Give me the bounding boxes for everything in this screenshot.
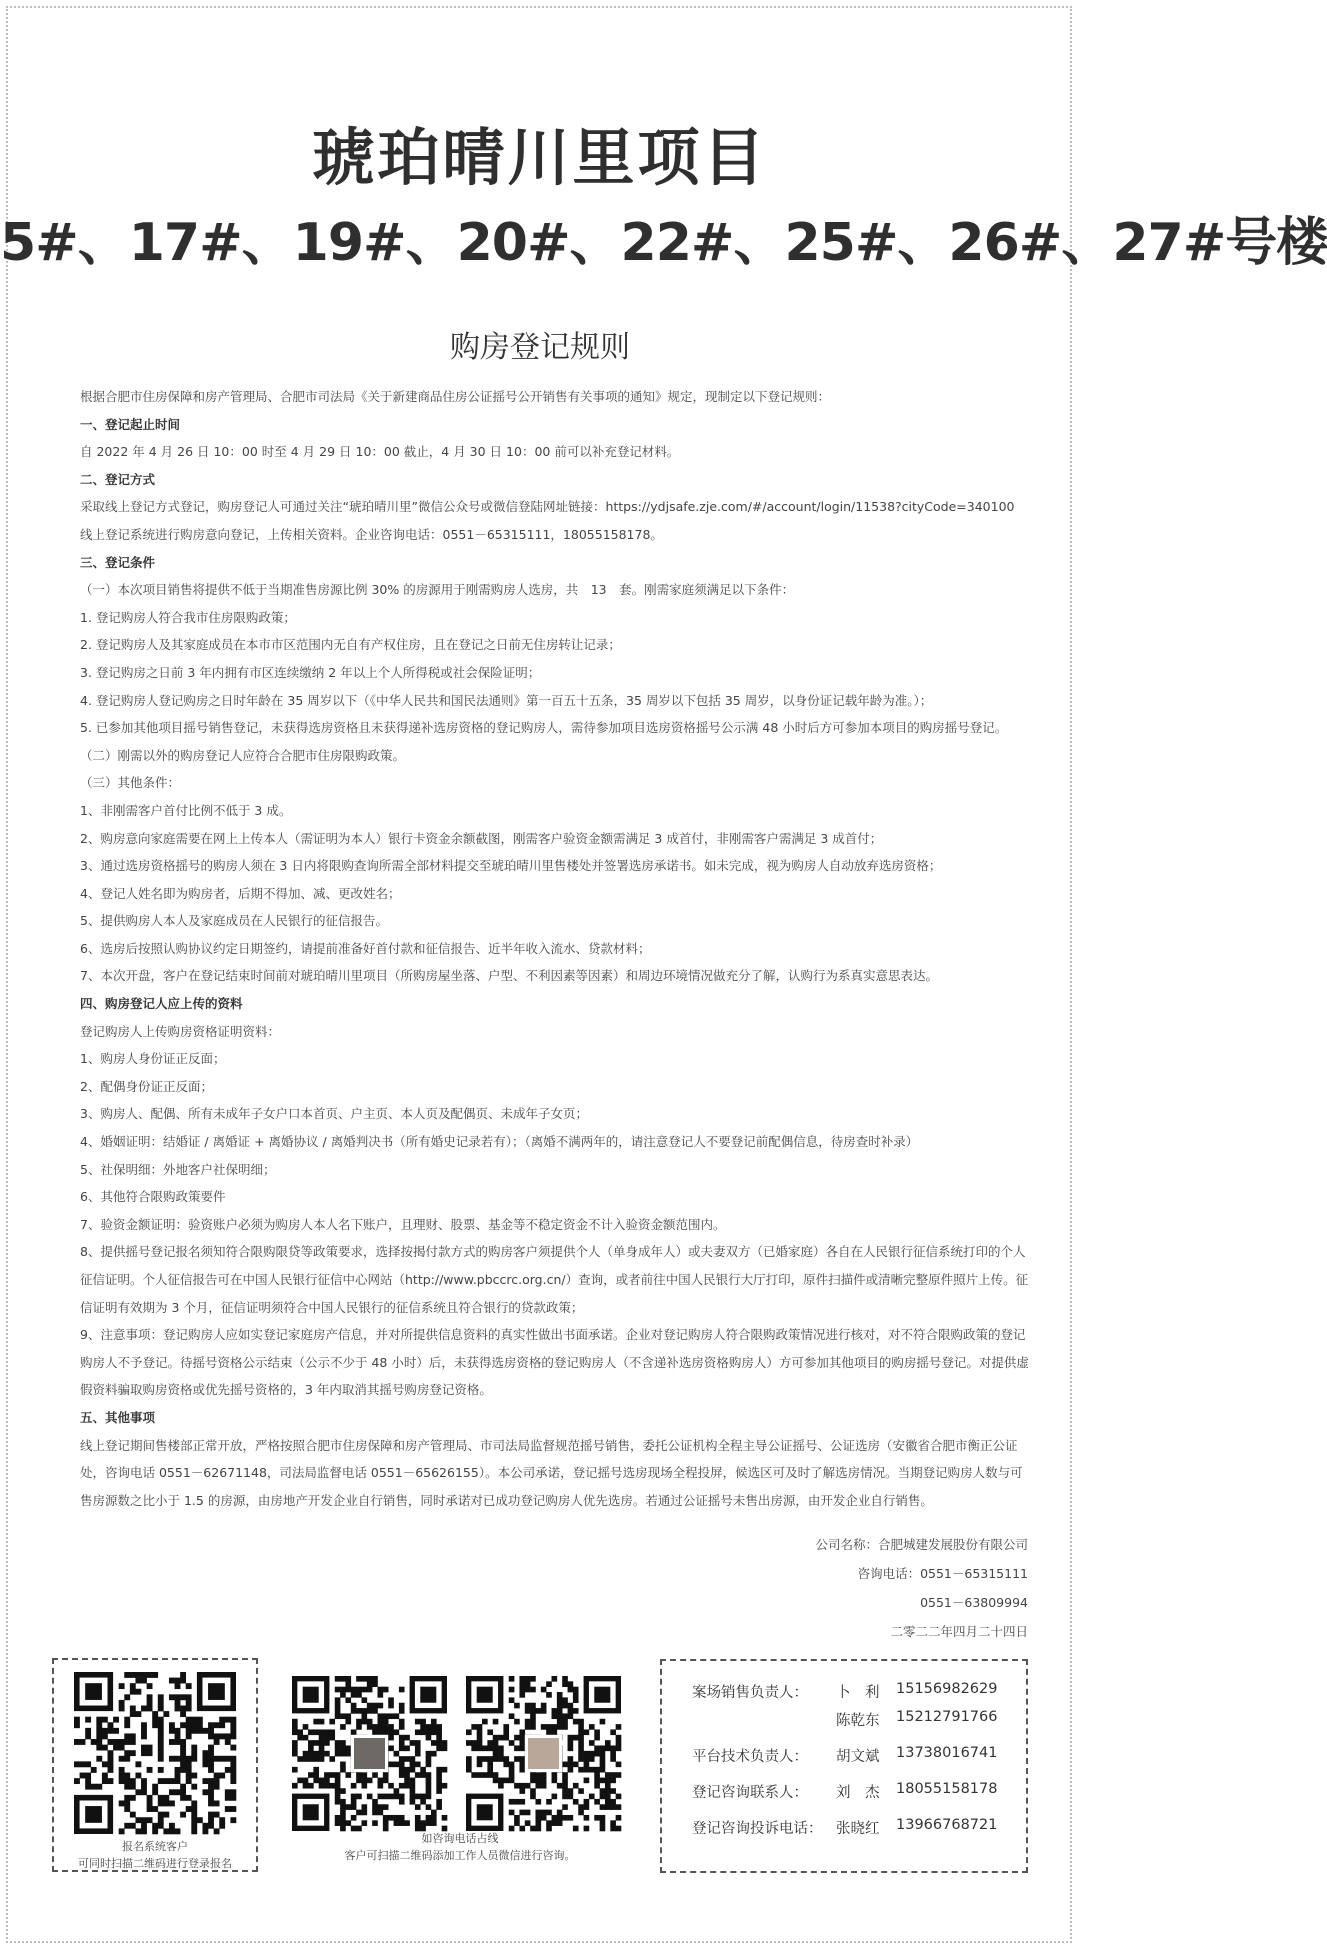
rule-paragraph: 5、社保明细：外地客户社保明细； xyxy=(80,1161,276,1177)
rule-paragraph: 4. 登记购房人登记购房之日时年龄在 35 周岁以下（《中华人民共和国民法通则》第一百五十五条，35 周岁以下包括 35 周岁，以身份证记载年龄为准。）； xyxy=(80,692,933,708)
project-title: 琥珀晴川里项目 xyxy=(312,121,768,194)
rule-paragraph: 6、选房后按照认购协议约定日期签约，请提前准备好首付款和征信报告、近半年收入流水、贷款材料； xyxy=(80,940,651,956)
rule-paragraph: 4、婚姻证明：结婚证 / 离婚证 + 离婚协议 / 离婚判决书（所有婚史记录若有）；（离婚不满两年的，请注意登记人不要登记前配偶信息，待房查时补录） xyxy=(80,1134,919,1150)
rule-paragraph: 6、其他符合限购政策要件 xyxy=(80,1189,226,1205)
rule-paragraph: 5、提供购房人本人及家庭成员在人民银行的征信报告。 xyxy=(80,913,388,929)
building-numbers: 5#、17#、19#、20#、22#、25#、26#、27#号楼 xyxy=(0,213,1327,273)
rule-paragraph: （三）其他条件： xyxy=(80,775,181,791)
contact-phone[interactable]: 18055158178 xyxy=(896,1781,998,1797)
rule-paragraph: 1、非刚需客户首付比例不低于 3 成。 xyxy=(80,802,292,818)
contact-row xyxy=(692,1681,1022,1707)
section-heading: 四、购房登记人应上传的资料 xyxy=(80,996,243,1012)
section-heading: 五、其他事项 xyxy=(80,1409,156,1425)
rule-paragraph: 2. 登记购房人及其家庭成员在本市市区范围内无自有产权住房，且在登记之日前无住房转让记录； xyxy=(80,637,621,653)
company-phone-2: 0551－63809994 xyxy=(920,1595,1028,1610)
contact-person: 卜 利 xyxy=(836,1685,880,1701)
contact-row xyxy=(692,1745,1022,1771)
registration-caption-1: 报名系统客户 xyxy=(122,1840,188,1853)
rule-paragraph: 4、登记人姓名即为购房者，后期不得加、减、更改姓名； xyxy=(80,885,401,901)
contact-role: 登记咨询联系人： xyxy=(692,1785,808,1801)
rule-paragraph: 1、购房人身份证正反面； xyxy=(80,1051,226,1067)
contact-row xyxy=(692,1709,1022,1735)
qr-code-icon xyxy=(292,1676,447,1831)
staff-wechat-qr-2[interactable] xyxy=(466,1676,621,1831)
rule-paragraph: 采取线上登记方式登记，购房登记人可通过关注“琥珀晴川里”微信公众号或微信登陆网址链接：https://ydjsafe.zje.com/#/account/login/11538?cityCode=340100 线上登记系统进行购房意向登记，上传相关资料。企业咨询电话：0551－65315111，18055158178。 xyxy=(80,499,1015,542)
contact-phone[interactable]: 15212791766 xyxy=(896,1709,998,1725)
contact-person: 胡文斌 xyxy=(836,1749,880,1765)
contact-role: 登记咨询投诉电话： xyxy=(692,1821,823,1837)
contact-person: 张晓红 xyxy=(836,1821,880,1837)
contact-row xyxy=(692,1817,1022,1843)
qr-code-icon xyxy=(466,1676,621,1831)
registration-caption-2: 可同时扫描二维码进行登录报名 xyxy=(78,1857,232,1870)
rule-paragraph: 线上登记期间售楼部正常开放，严格按照合肥市住房保障和房产管理局、市司法局监督规范摇号销售，委托公证机构全程主导公证摇号、公证选房（安徽省合肥市衡正公证处，咨询电话 0551－62671148，司法局监督电话 0551－65626155）。本公司承诺，登记摇号选房现场全程投屏，候选区可及时了解选房情况。当期登记购房人数与可售房源数之比小于 1.5 的房源，由房地产开发企业自行销售，同时承诺对已成功登记购房人优先选房。若通过公证摇号未售出房源，由开发企业自行销售。 xyxy=(80,1437,1023,1508)
rules-body xyxy=(80,383,1030,1514)
company-name: 公司名称：合肥城建发展股份有限公司 xyxy=(815,1537,1028,1552)
contact-row xyxy=(692,1781,1022,1807)
staff-wechat-qr-1[interactable] xyxy=(292,1676,447,1831)
contact-role: 案场销售负责人： xyxy=(692,1685,808,1701)
rule-paragraph: （二）刚需以外的购房登记人应符合合肥市住房限购政策。 xyxy=(80,747,406,763)
rule-paragraph: 3. 登记购房之日前 3 年内拥有市区连续缴纳 2 年以上个人所得税或社会保险证明； xyxy=(80,664,541,680)
rule-paragraph: 1. 登记购房人符合我市住房限购政策； xyxy=(80,609,296,625)
rule-paragraph: 2、配偶身份证正反面； xyxy=(80,1078,213,1094)
company-info xyxy=(608,1530,1028,1646)
rule-paragraph: 8、提供摇号登记报名须知符合限购限贷等政策要求，选择按揭付款方式的购房客户须提供个人（单身成年人）或夫妻双方（已婚家庭）各自在人民银行征信系统打印的个人征信证明。个人征信报告可在中国人民银行征信中心网站（http://www.pbccrc.org.cn/）查询，或者前往中国人民银行大厅打印，原件扫描件或清晰完整原件照片上传。征信证明有效期为 3 个月，征信证明须符合中国人民银行的征信系统且符合银行的贷款政策； xyxy=(80,1244,1029,1315)
contact-phone[interactable]: 13738016741 xyxy=(896,1745,998,1761)
section-heading: 三、登记条件 xyxy=(80,554,156,570)
consult-caption-2: 客户可扫描二维码添加工作人员微信进行咨询。 xyxy=(344,1849,576,1862)
contact-phone[interactable]: 15156982629 xyxy=(896,1681,998,1697)
rule-paragraph: 登记购房人上传购房资格证明资料： xyxy=(80,1023,281,1039)
section-heading: 一、登记起止时间 xyxy=(80,416,181,432)
contact-person: 刘 杰 xyxy=(836,1785,880,1801)
rule-paragraph: 根据合肥市住房保障和房产管理局、合肥市司法局《关于新建商品住房公证摇号公开销售有关事项的通知》规定，现制定以下登记规则： xyxy=(80,389,831,404)
company-phone-1: 咨询电话：0551－65315111 xyxy=(857,1566,1028,1581)
rules-title: 购房登记规则 xyxy=(450,330,630,365)
company-date: 二零二二年四月二十四日 xyxy=(890,1624,1028,1639)
registration-qr-box xyxy=(52,1658,258,1872)
registration-qr-code[interactable] xyxy=(74,1672,236,1834)
contact-phone[interactable]: 13966768721 xyxy=(896,1817,998,1833)
rule-paragraph: 9、注意事项：登记购房人应如实登记家庭房产信息，并对所提供信息资料的真实性做出书面承诺。企业对登记购房人符合限购政策情况进行核对，对不符合限购政策的登记购房人不予登记。待摇号资格公示结束（公示不少于 48 小时）后，未获得选房资格的登记购房人（不含递补选房资格购房人）方可参加其他项目的购房摇号登记。对提供虚假资料骗取购房资格或优先摇号资格的，3 年内取消其摇号购房登记资格。 xyxy=(80,1327,1029,1398)
contact-role: 平台技术负责人： xyxy=(692,1749,808,1765)
consult-caption-1: 如咨询电话占线 xyxy=(421,1832,499,1845)
qr-code-icon xyxy=(74,1672,236,1834)
section-heading: 二、登记方式 xyxy=(80,471,156,487)
rule-paragraph: 3、通过选房资格摇号的购房人须在 3 日内将限购查询所需全部材料提交至琥珀晴川里售楼处并签署选房承诺书。如未完成，视为购房人自动放弃选房资格； xyxy=(80,858,942,874)
rule-paragraph: （一）本次项目销售将提供不低于当期准售房源比例 30% 的房源用于刚需购房人选房，共 13 套。刚需家庭须满足以下条件： xyxy=(80,582,795,598)
rule-paragraph: 3、购房人、配偶、所有未成年子女户口本首页、户主页、本人页及配偶页、未成年子女页； xyxy=(80,1106,588,1122)
contact-person: 陈乾东 xyxy=(836,1713,880,1729)
rule-paragraph: 自 2022 年 4 月 26 日 10：00 时至 4 月 29 日 10：00 截止，4 月 30 日 10：00 前可以补充登记材料。 xyxy=(80,444,680,460)
rule-paragraph: 7、本次开盘，客户在登记结束时间前对琥珀晴川里项目（所购房屋坐落、户型、不利因素等因素）和周边环境情况做充分了解，认购行为系真实意思表达。 xyxy=(80,968,938,984)
rule-paragraph: 7、验资金额证明：验资账户必须为购房人本人名下账户，且理财、股票、基金等不稳定资金不计入验资金额范围内。 xyxy=(80,1216,726,1232)
contacts-box xyxy=(660,1659,1028,1873)
rule-paragraph: 5. 已参加其他项目摇号销售登记，未获得选房资格且未获得递补选房资格的登记购房人，需待参加项目选房资格摇号公示满 48 小时后方可参加本项目的购房摇号登记。 xyxy=(80,720,1008,736)
rule-paragraph: 2、购房意向家庭需要在网上上传本人（需证明为本人）银行卡资金余额截图，刚需客户验资金额需满足 3 成首付，非刚需客户需满足 3 成首付； xyxy=(80,830,883,846)
